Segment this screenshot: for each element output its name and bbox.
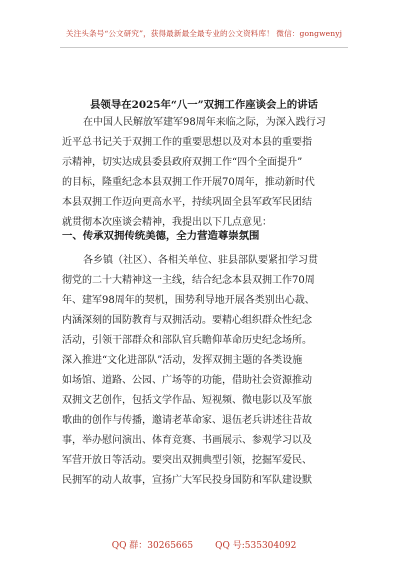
text-line: 活动，引领干部群众和部队官兵瞻仰革命历史纪念场所。 — [62, 335, 312, 346]
text-line: 民拥军的动人故事，宣扬广大军民投身国防和军队建设默 — [62, 475, 312, 486]
text-line: 彻党的二十大精神这一主线，结合纪念本县双拥工作70周 — [62, 275, 315, 286]
header-divider — [60, 47, 348, 48]
text-line: 如场馆、道路、公园、广场等的功能，借助社会资源推动 — [62, 375, 312, 386]
footer-contact — [0, 538, 408, 551]
header-banner: 关注头条号“公文研究”，获得最新最全最专业的公文资料库！ 微信：gongwenyj — [65, 29, 343, 38]
document-title: 县领导在2025年“八一”双拥工作座谈会上的讲话 — [90, 99, 318, 111]
text-line: 军营开放日等活动。要突出双拥典型引领，挖掘军爱民、 — [62, 455, 312, 466]
text-line: 的目标，隆重纪念本县双拥工作开展70周年，推动新时代 — [62, 177, 315, 188]
section-paragraph — [62, 251, 349, 491]
text-line: 年、建军98周年的契机，围势利导地开展各类别出心裁、 — [62, 295, 315, 306]
text-line: 双拥文艺创作，包括文学作品、短视频、微电影以及军旅 — [62, 395, 312, 406]
text-line: 示精神，切实达成县委县政府双拥工作“四个全面提升” — [62, 157, 303, 168]
intro-paragraph — [62, 113, 349, 233]
text-line: 内涵深刻的国防教育与双拥活动。要精心组织群众性纪念 — [62, 315, 312, 326]
text-line: 在中国人民解放军建军98周年来临之际，为深入践行习 — [83, 117, 326, 128]
qq-group: QQ 群：30265665 — [111, 541, 194, 551]
section-heading: 一、传承双拥传统美德，全力营造尊崇氛围 — [62, 230, 260, 242]
text-line: 各乡镇（社区）、各相关单位、驻县部队要紧扣学习贯 — [83, 255, 318, 266]
text-line: 近平总书记关于双拥工作的重要思想以及对本县的重要指 — [62, 137, 312, 148]
text-line: 事，举办慰问演出、体育竞赛、书画展示、参观学习以及 — [62, 435, 312, 446]
qq-number: QQ 号:535304092 — [215, 541, 297, 551]
text-line: 就贯彻本次座谈会精神，我提出以下几点意见： — [62, 217, 272, 228]
text-line: 深入推进“文化进部队”活动，发挥双拥主题的各类设施 — [62, 355, 303, 366]
text-line: 歌曲的创作与传播，邀请老革命家、退伍老兵讲述往昔故 — [62, 415, 312, 426]
text-line: 本县双拥工作迈向更高水平，持续巩固全县军政军民团结 — [62, 197, 312, 208]
